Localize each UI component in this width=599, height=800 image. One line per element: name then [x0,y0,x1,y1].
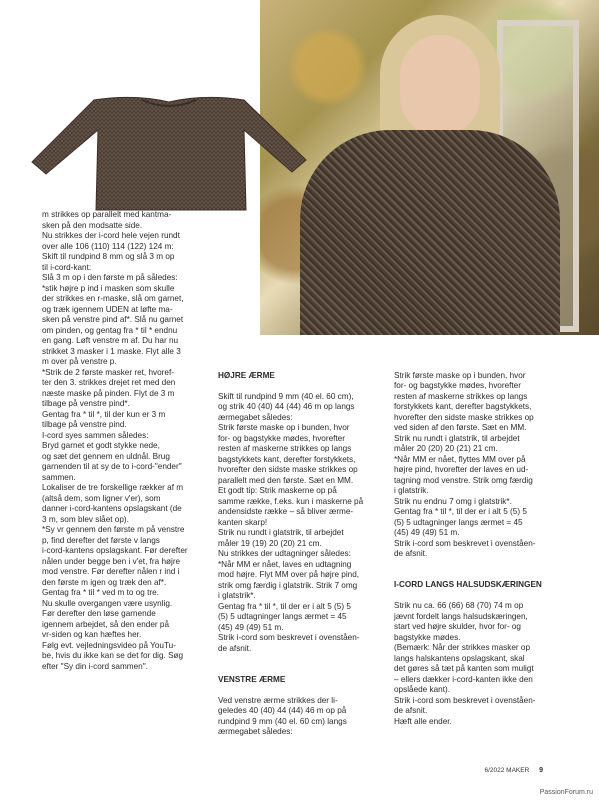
heading-right-sleeve: HØJRE ÆRME [218,370,275,380]
icord-neckline-text: Strik nu ca. 66 (66) 68 (70) 74 m op jævnt fordelt langs halsudskæringen, start ved højre skulder, hvor for- og bagstykke mødes. (Bemærk: Når der strikkes masker op langs halskantens opslagskant, skal det gøres så tæt på kanten som muligt – ellers dækker i-cord-kanten ikke den opslåede kant). Strik i-cord som beskrevet i ovenståen- de afsnit. Hæft alle ender. [394,601,536,726]
site-watermark: PassionForum.ru [539,789,593,796]
right-sleeve-text: Skift til rundpind 9 mm (40 el. 60 cm), og strik 40 (40) 44 (44) 46 m op langs ærmegabet således: Strik første maske op i bunden, hvor for- og bagstykke mødes, hvorefter resten af maskerne strikkes op langs bagstykkets kant, derefter forstykkets, hvorefter den sidste maske strikkes op parallelt med den første. Sæt en MM. Et godt tip: Strik maskerne op på samme række, f.eks. kun i maskerne på andensidste række – så bliver ærme- kanten skarp! Strik nu rundt i glatstrik, til arbejdet måler 19 (19) 20 (20) 21 cm. Nu strikkes der udtagninger således: *Når MM er nået, laves en udtagning mod højre. Flyt MM over på højre pind, strik omg færdig i glatstrik. Strik 7 omg i glatstrik*. Gentag fra * til *, til der er i alt 5 (5) 5 (5) 5 udtagninger langs ærmet = 45 (45) 49 (49) 51 m. Strik i-cord som beskrevet i ovenståen- de afsnit. [218,391,364,653]
model-sweater [300,130,560,335]
magazine-name: MAKER [506,767,530,774]
page-footer [484,767,543,774]
left-sleeve-text: Ved venstre ærme strikkes der li- geledes 40 (40) 44 (44) 46 m op på rundpind 9 mm (40 el. 60 cm) langs ærmegabet således: [218,695,347,736]
left-sleeve-continued-text: Strik første maske op i bunden, hvor for- og bagstykke mødes, hvorefter resten af maskerne strikkes op langs forstykkets kant, derefter bagstykkets, hvorefter den sidste maske strikkes op ved siden af den første. Sæt en MM. Strik nu rundt i glatstrik, til arbejdet måler 20 (20) 20 (21) 21 cm. *Når MM er nået, flyttes MM over på højre pind, hvorefter der laves en ud- tagning mod venstre. Strik omg færdig i glatstrik. Strik nu endnu 7 omg i glatstrik*. Gentag fra * til *, til der er i alt 5 (5) 5 (5) 5 udtagninger langs ærmet = 45 (45) 49 (49) 51 m. Strik i-cord som beskrevet i ovenståen- de afsnit. [394,370,536,558]
issue-number: 6/2022 [484,767,505,774]
flat-sweater-image [24,92,314,217]
instructions-column-1: m strikkes op parallelt med kantma- sken på den modsatte side. Nu strikkes der i-cord hele vejen rundt over alle 106 (110) 114 (122) 124 m: Skift til rundpind 8 mm og slå 3 m op til i-cord-kant: Slå 3 m op i den første m på således: *stik højre p ind i masken som skulle der strikkes en r-maske, slå om garnet, og træk igennem UDEN at løfte ma- sken på venstre pind af*. Slå nu garnet om pinden, og gentag fra * til * endnu en gang. Løft venstre m af. Du har nu strikket 3 masker i 1 maske. Flyt alle 3 m over på venstre p. *Strik de 2 første masker ret, hvoref- ter den 3. strikkes drejet ret med den næste maske på pinden. Flyt de 3 m tilbage på venstre pind*. Gentag fra * til *, til der kun er 3 m tilbage på venstre pind. I-cord syes sammen således: Bryd garnet et godt stykke nede, og sæt det gennem en uldnål. Brug garnenden til at sy de to i-cord-"ender" sammen. Lokaliser de tre forskellige rækker af m (altså dem, som ligner v'er), som danner i-cord-kantens opslagskant (de 3 m, som blev slået op). *Sy vr gennem den første m på venstre p, find derefter det første v langs i-cord-kantens opslagskant. Før derefter nålen under begge ben i v'et, fra højre mod venstre. Før derefter nålen r ind i den første m igen og træk den af*. Gentag fra * til * ved m to og tre. Nu skulle overgangen være usynlig. Før derefter den løse garnende igennem arbejdet, så den ender på vr-siden og kan hæftes her. Følg evt. vejledningsvideo på YouTu- be, hvis du ikke kan se det for dig. Søg efter "Sy din i-cord sammen". [42,210,188,671]
model-face [400,35,480,135]
page-number: 9 [539,767,543,774]
instructions-column-3 [394,360,564,727]
instructions-column-2 [218,360,388,738]
heading-left-sleeve: VENSTRE ÆRME [218,674,286,684]
heading-icord-neckline: I-CORD LANGS HALSUDSKÆRINGEN [394,580,542,589]
